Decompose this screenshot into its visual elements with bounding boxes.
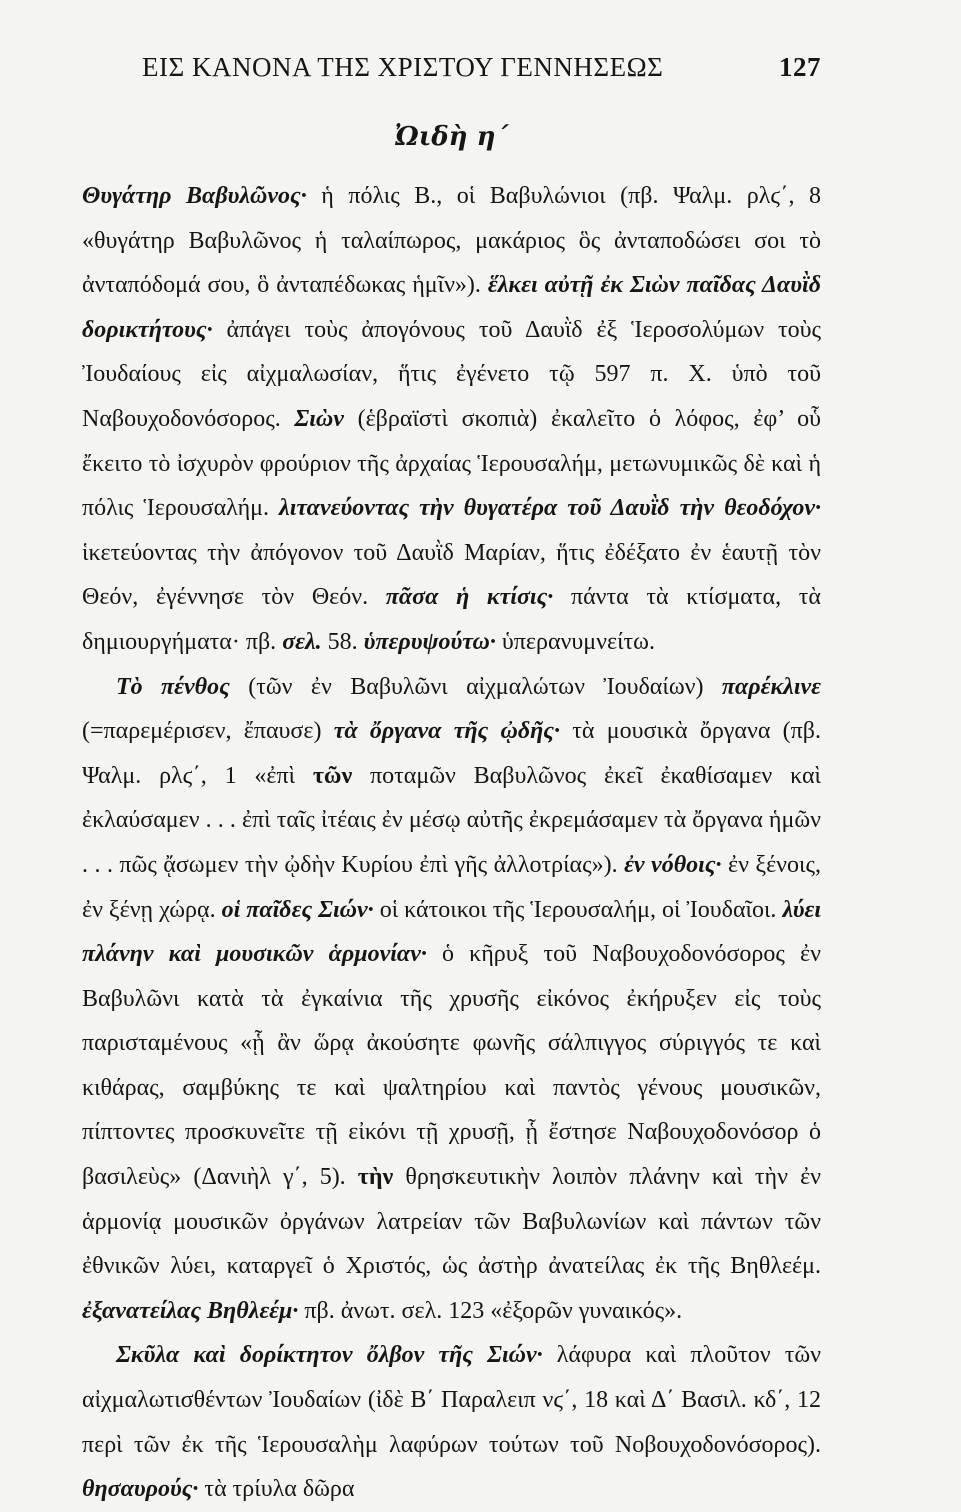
commentary-segment: ὑπερανυμνείτω. [495,628,655,655]
commentary-segment: ἀπάγει τοὺς ἀπογόνους τοῦ Δαυῒδ ἐξ Ἱεροσολύμων τοὺς Ἰουδαίους εἰς αἰχμαλωσίαν, ἥτις ἐγένετο τῷ 597 π. Χ. ὑπὸ τοῦ Ναβουχοδονόσορος. [82,316,821,432]
running-head [82,52,821,92]
lemma-term: τὰ ὄργανα τῆς ᾠδῆς· [333,718,561,745]
lemma-term: παρέκλινε [721,673,821,700]
commentary-segment: ἡ πόλις Β., οἱ Βαβυλώνιοι (πβ. Ψαλμ. ρλϛ΄, 8 «θυγάτηρ Βαβυλῶνος ἡ ταλαίπωρος, μακάριος ὃς ἀνταποδώσει σοι τὸ ἀνταπόδομά σου, ὃ ἀνταπέδωκας ἡμῖν»). [82,183,821,299]
commentary-segment: ἐν ξένοις, ἐν ξένῃ χώρᾳ. [82,851,821,923]
lemma-term: λύει πλάνην καὶ μουσικῶν ἁρμονίαν· [82,896,821,968]
bold-word: τῶν [312,762,353,789]
lemma-term: λιτανεύοντας τὴν θυγατέρα τοῦ Δαυῒδ τὴν θεοδόχον· [279,495,821,522]
commentary-segment: λάφυρα καὶ πλοῦτον τῶν αἰχμαλωτισθέντων Ἰουδαίων (ἰδὲ Β΄ Παραλειπ νϛ΄, 18 καὶ Δ΄ Βασιλ. κδ΄, 12 περὶ τῶν ἐκ τῆς Ἱερουσαλὴμ λαφύρων τούτων τοῦ Νοβουχοδονόσορος). [82,1342,821,1458]
bold-word: τὴν [357,1164,394,1191]
commentary-segment: τὰ μουσικὰ ὄργανα (πβ. Ψαλμ. ρλϛ΄, 1 «ἐπὶ [82,718,821,789]
lemma-term: ἕλκει αὐτῇ ἐκ Σιὼν παῖδας Δαυῒδ δορικτήτους· [82,272,821,343]
commentary-segment: (ἑβραϊστὶ σκοπιὰ) ἐκαλεῖτο ὁ λόφος, ἐφ’ οὗ ἔκειτο τὸ ἰσχυρὸν φρούριον τῆς ἀρχαίας Ἱερουσαλήμ, μετωνυμικῶς δὲ καὶ ἡ πόλις Ἱερουσαλήμ. [82,405,822,522]
paragraph [82,174,821,665]
commentary-segment: 58. [321,628,364,655]
commentary-segment: τὰ τρίυλα δῶρα [198,1476,355,1503]
commentary-segment: πβ. ἀνωτ. σελ. 123 «ἐξορῶν γυναικός». [298,1297,683,1324]
commentary-segment: θρησκευτικὴν λοιπὸν πλάνην καὶ τὴν ἐν ἁρμονίᾳ μουσικῶν ὀργάνων λατρείαν τῶν Βαβυλωνίων καὶ πάντων τῶν ἐθνικῶν λύει, καταργεῖ ὁ Χριστός, ὡς ἀστὴρ ἀνατείλας ἐκ τῆς Βηθλεέμ. [82,1164,821,1280]
commentary-segment: (=παρεμέρισεν, ἔπαυσε) [82,718,334,745]
lemma-term: Θυγάτηρ Βαβυλῶνος· [82,183,307,209]
commentary-segment: ὁ κῆρυξ τοῦ Ναβουχοδονόσορος ἐν Βαβυλῶνι κατὰ τὰ ἐγκαίνια τῆς χρυσῆς εἰκόνος ἐκήρυξεν εἰς τοὺς παρισταμένους «ᾗ ἂν ὥρᾳ ἀκούσητε φωνῆς σάλπιγγος σύριγγός τε καὶ κιθάρας, σαμβύκης τε καὶ ψαλτηρίου καὶ παντὸς γένους μουσικῶν, πίπτοντες προσκυνεῖτε τῇ εἰκόνι τῇ χρυσῇ, ᾗ ἔστησε Ναβουχοδονόσορ ὁ βασιλεὺς» (Δανιὴλ γ΄, 5). [82,941,821,1191]
commentary-segment: ἱκετεύοντας τὴν ἀπόγονον τοῦ Δαυῒδ Μαρίαν, ἥτις ἐδέξατο ἐν ἑαυτῇ τὸν Θεόν, ἐγέννησε τὸν Θεόν. [82,539,821,611]
running-title: ΕΙΣ ΚΑΝΟΝΑ ΤΗΣ ΧΡΙΣΤΟΥ ΓΕΝΝΗΣΕΩΣ [142,52,664,82]
lemma-term: θησαυρούς· [82,1476,199,1503]
lemma-term: οἱ παῖδες Σιών· [221,896,374,923]
lemma-term: ὑπερυψούτω· [363,628,496,655]
paragraph [82,665,821,1334]
lemma-term: ἐν νόθοις· [624,851,722,878]
lemma-term: Τὸ πένθος [116,673,230,700]
page-number: 127 [779,52,821,82]
commentary-text [82,174,821,1512]
lemma-term: πᾶσα ἡ κτίσις· [385,584,554,611]
ode-heading: Ὠιδὴ η΄ [394,122,509,152]
lemma-term: Σκῦλα καὶ δορίκτητον ὄλβον τῆς Σιών· [116,1342,543,1369]
commentary-segment: (τῶν ἐν Βαβυλῶνι αἰχμαλώτων Ἰουδαίων) [229,673,722,700]
lemma-term: ἐξανατείλας Βηθλεέμ· [82,1297,299,1324]
lemma-term: Σιὼν [294,405,344,432]
commentary-segment: πάντα τὰ κτίσματα, τὰ δημιουργήματα· πβ. [82,584,822,655]
commentary-segment: οἱ κάτοικοι τῆς Ἱερουσαλήμ, οἱ Ἰουδαῖοι. [373,896,783,923]
paragraph [82,1333,821,1511]
commentary-segment: ποταμῶν Βαβυλῶνος ἐκεῖ ἐκαθίσαμεν καὶ ἐκλαύσαμεν . . . ἐπὶ ταῖς ἰτέαις ἐν μέσῳ αὐτῆς ἐκρεμάσαμεν τὰ ὄργανα ἡμῶν . . . πῶς ᾄσωμεν τὴν ᾠδὴν Κυρίου ἐπὶ γῆς ἀλλοτρίας»). [82,762,822,878]
lemma-term: σελ. [282,628,322,655]
